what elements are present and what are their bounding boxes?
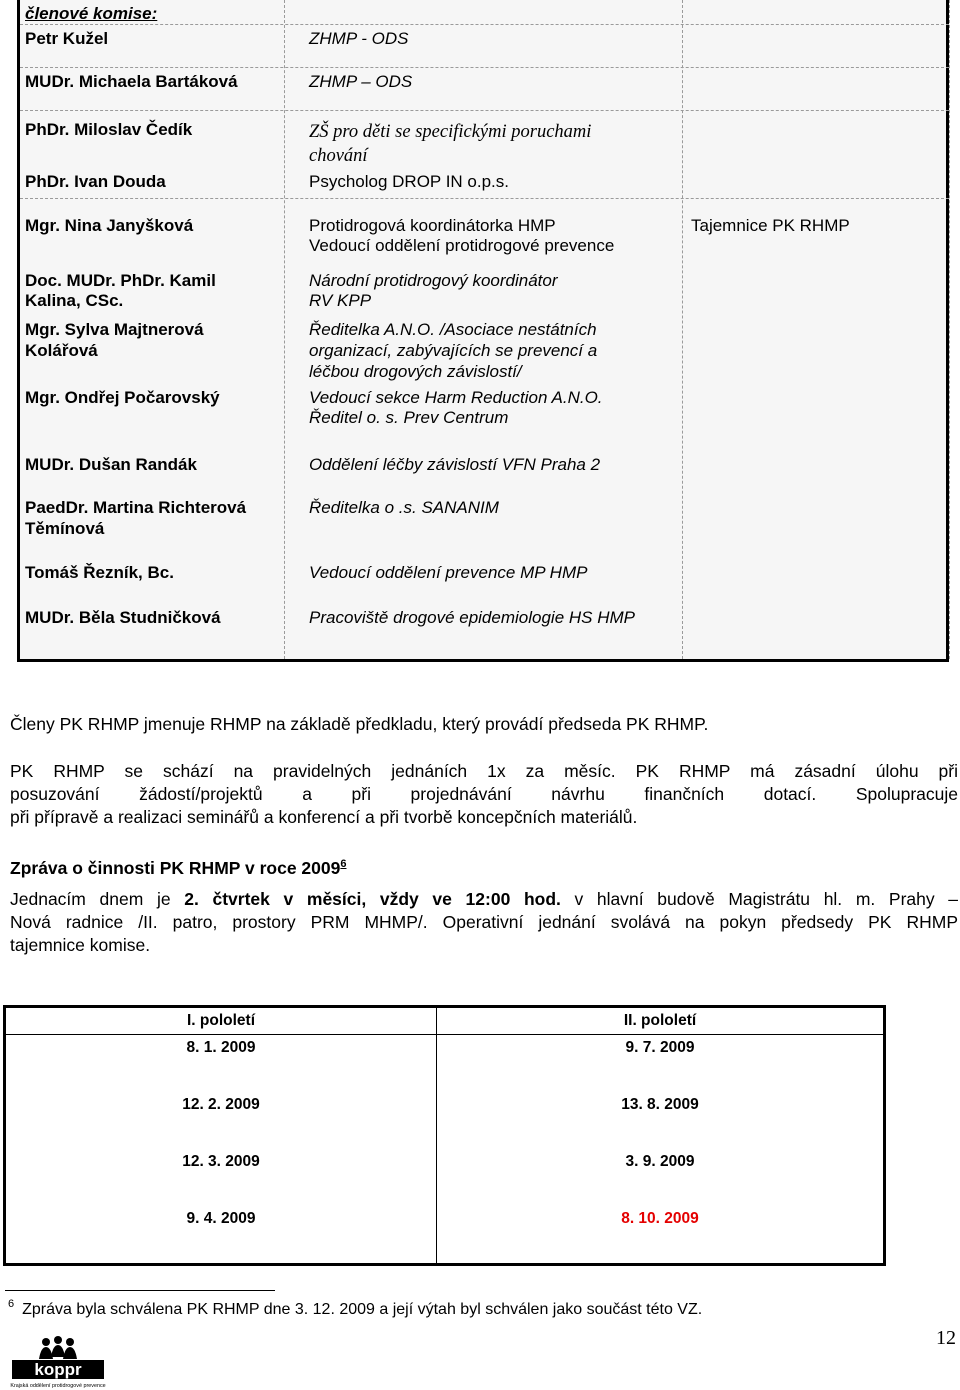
member-name: Mgr. Nina Janyšková — [25, 216, 194, 235]
member-name: Doc. MUDr. PhDr. Kamil — [25, 271, 216, 290]
member-name: MUDr. Běla Studničková — [25, 608, 221, 627]
schedule-text: Jednacím dnem je — [10, 889, 185, 909]
grid-line — [682, 0, 683, 659]
schedule-emphasis: 2. čtvrtek v měsíci, vždy ve 12:00 hod. — [184, 889, 561, 909]
member-name: Mgr. Sylva Majtnerová — [25, 320, 204, 339]
member-extra-role: Tajemnice PK RHMP — [691, 216, 850, 235]
member-role: ZHMP – ODS — [309, 72, 413, 91]
member-role: Oddělení léčby závislostí VFN Praha 2 — [309, 455, 601, 474]
grid-line — [20, 67, 949, 68]
member-role: léčbou drogových závislostí/ — [309, 362, 522, 381]
column-header: II. pololetí — [437, 1007, 885, 1035]
member-role: Vedoucí oddělení prevence MP HMP — [309, 563, 588, 582]
footnote — [8, 1298, 702, 1319]
date-cell-highlighted: 8. 10. 2009 — [437, 1206, 885, 1265]
paragraph-schedule-line — [10, 888, 958, 911]
date-cell: 3. 9. 2009 — [437, 1149, 885, 1206]
member-role: Ředitel o. s. Prev Centrum — [309, 408, 509, 427]
footnote-text: Zpráva byla schválena PK RHMP dne 3. 12. 2009 a její výtah byl schválen jako součást této VZ. — [22, 1301, 703, 1318]
logo-people-icon — [39, 1336, 77, 1359]
date-cell: 9. 4. 2009 — [5, 1206, 437, 1265]
paragraph-meetings-line: PK RHMP se schází na pravidelných jednáních 1x za měsíc. PK RHMP má zásadní úlohu při — [10, 761, 958, 781]
member-role: Pracoviště drogové epidemiologie HS HMP — [309, 608, 635, 627]
koppr-logo — [8, 1336, 108, 1390]
meeting-dates-table — [3, 1005, 886, 1266]
member-name: MUDr. Dušan Randák — [25, 455, 197, 474]
member-role: Ředitelka o .s. SANANIM — [309, 498, 499, 517]
paragraph-meetings-line: při přípravě a realizaci seminářů a konferencí a při tvorbě koncepčních materiálů. — [10, 807, 638, 827]
footnote-ref: 6 — [340, 858, 347, 870]
page-number: 12 — [936, 1327, 956, 1349]
member-name: Kalina, CSc. — [25, 291, 124, 310]
member-name: PhDr. Ivan Douda — [25, 172, 166, 191]
member-role: chování — [309, 146, 368, 166]
grid-line — [284, 0, 285, 659]
member-role: ZŠ pro děti se specifickými poruchami — [309, 122, 592, 142]
table-row — [5, 1149, 885, 1206]
paragraph-membership: Členy PK RHMP jmenuje RHMP na základě předkladu, který provádí předseda PK RHMP. — [10, 714, 709, 734]
grid-line — [20, 24, 949, 25]
grid-line — [20, 110, 949, 111]
member-name: Petr Kužel — [25, 29, 109, 48]
date-cell: 8. 1. 2009 — [5, 1035, 437, 1093]
logo-text: koppr — [34, 1360, 82, 1379]
member-name: MUDr. Michaela Bartáková — [25, 72, 238, 91]
member-role: Národní protidrogový koordinátor — [309, 271, 558, 290]
paragraph-schedule-line: tajemnice komise. — [10, 935, 151, 955]
report-heading — [10, 853, 958, 880]
member-role: ZHMP - ODS — [309, 29, 409, 48]
member-role: Ředitelka A.N.O. /Asociace nestátních — [309, 320, 597, 339]
table-row — [5, 1092, 885, 1149]
member-role: RV KPP — [309, 291, 372, 310]
member-role: Vedoucí sekce Harm Reduction A.N.O. — [309, 388, 603, 407]
members-table — [17, 0, 949, 662]
member-role: Vedoucí oddělení protidrogové prevence — [309, 236, 615, 255]
date-cell: 12. 3. 2009 — [5, 1149, 437, 1206]
schedule-text: v hlavní budově Magistrátu hl. m. Prahy – — [560, 889, 959, 909]
date-cell: 9. 7. 2009 — [437, 1035, 885, 1093]
grid-line — [20, 198, 949, 199]
grid-line — [949, 0, 950, 659]
members-heading: členové komise: — [25, 4, 158, 23]
table-header-row — [5, 1007, 885, 1035]
date-cell: 13. 8. 2009 — [437, 1092, 885, 1149]
table-row — [5, 1206, 885, 1265]
report-heading-text: Zpráva o činnosti PK RHMP v roce 2009 — [10, 857, 341, 878]
member-name: PhDr. Miloslav Čedík — [25, 120, 193, 139]
member-role: Protidrogová koordinátorka HMP — [309, 216, 556, 235]
member-name: Mgr. Ondřej Počarovský — [25, 388, 220, 407]
member-role: Psycholog DROP IN o.p.s. — [309, 172, 509, 191]
logo-tagline: Krajská oddělení protidrogové prevence — [10, 1383, 106, 1389]
column-header: I. pololetí — [5, 1007, 437, 1035]
member-name: Kolářová — [25, 341, 98, 360]
footnote-divider — [5, 1290, 275, 1291]
date-cell: 12. 2. 2009 — [5, 1092, 437, 1149]
table-row — [5, 1035, 885, 1093]
paragraph-schedule-line: Nová radnice /II. patro, prostory PRM MHMP/. Operativní jednání svolává na pokyn předsedy PK RHMP — [10, 912, 958, 932]
paragraph-meetings-line: posuzování žádostí/projektů a při projednávání návrhu finančních dotací. Spolupracuje — [10, 784, 958, 804]
member-name: PaedDr. Martina Richterová — [25, 498, 247, 517]
member-role: organizací, zabývajících se prevencí a — [309, 341, 598, 360]
member-name: Tomáš Řezník, Bc. — [25, 563, 174, 582]
footnote-mark: 6 — [8, 1298, 15, 1310]
member-name: Těmínová — [25, 519, 105, 538]
